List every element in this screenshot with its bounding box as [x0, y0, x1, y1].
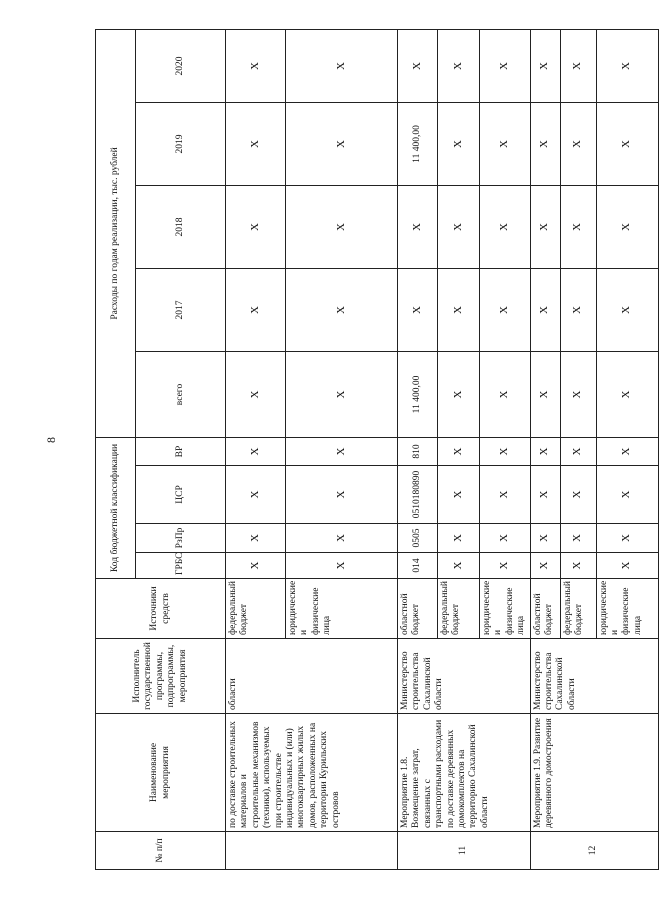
header-grbs: ГРБС — [136, 553, 226, 579]
row-name: Мероприятие 1.8. Возмещение затрат, связанных с транспортными расходами по доставке деревянных домокомплектов на территорию Сахалинской области — [398, 714, 531, 832]
row-source: федеральный бюджет — [226, 579, 286, 639]
cell-rzpr: X — [480, 524, 531, 553]
cell-rzpr: X — [560, 524, 596, 553]
row-source: областной бюджет — [398, 579, 438, 639]
cell-total: 11 400,00 — [398, 351, 438, 437]
cell-2019: X — [480, 102, 531, 185]
cell-vr: X — [480, 437, 531, 465]
row-source: областной бюджет — [530, 579, 560, 639]
page-number: 8 — [44, 437, 58, 443]
cell-csr: X — [438, 466, 480, 524]
header-csr: ЦСР — [136, 466, 226, 524]
cell-2020: X — [286, 29, 398, 102]
cell-2018: X — [596, 185, 658, 268]
row-source: федеральный бюджет — [560, 579, 596, 639]
cell-2018: X — [480, 185, 531, 268]
cell-2020: X — [596, 29, 658, 102]
header-vr: ВР — [136, 437, 226, 465]
cell-2020: X — [398, 29, 438, 102]
cell-total: X — [530, 351, 560, 437]
header-rzpr: РзПр — [136, 524, 226, 553]
row-name: Мероприятие 1.9. Развитие деревянного домостроения — [530, 714, 658, 832]
cell-2019: X — [560, 102, 596, 185]
row-source: юридические и физические лица — [480, 579, 531, 639]
cell-total: X — [438, 351, 480, 437]
cell-2018: X — [438, 185, 480, 268]
cell-2019: X — [530, 102, 560, 185]
table-row — [226, 29, 286, 869]
cell-grbs: X — [560, 553, 596, 579]
cell-2017: X — [560, 268, 596, 351]
header-num: № п/п — [96, 832, 226, 870]
cell-2019: X — [438, 102, 480, 185]
cell-total: X — [286, 351, 398, 437]
cell-2017: X — [226, 268, 286, 351]
header-code-group: Код бюджетной классификации — [96, 437, 136, 578]
cell-grbs: X — [596, 553, 658, 579]
header-2019: 2019 — [136, 102, 226, 185]
table-frame — [95, 30, 643, 870]
cell-vr: 810 — [398, 437, 438, 465]
cell-rzpr: X — [286, 524, 398, 553]
table-row — [530, 29, 560, 869]
cell-rzpr: X — [530, 524, 560, 553]
rotated-table-container — [95, 30, 643, 870]
cell-vr: X — [226, 437, 286, 465]
cell-rzpr: X — [438, 524, 480, 553]
row-source: юридические и физические лица — [596, 579, 658, 639]
cell-csr: X — [596, 466, 658, 524]
cell-2019: X — [226, 102, 286, 185]
table-row — [398, 29, 438, 869]
cell-2019: X — [596, 102, 658, 185]
cell-grbs: X — [530, 553, 560, 579]
row-name: по доставке строительных материалов и строительные механизмов (техники), используемых при строительстве индивидуальных и (или) многоквартирных жилых домов, расположенных на территории Курильских островов — [226, 714, 398, 832]
cell-2018: X — [286, 185, 398, 268]
cell-grbs: X — [286, 553, 398, 579]
cell-2019: 11 400,00 — [398, 102, 438, 185]
header-source: Источники средств — [96, 579, 226, 639]
cell-vr: X — [596, 437, 658, 465]
cell-2020: X — [530, 29, 560, 102]
cell-csr: 0510180890 — [398, 466, 438, 524]
cell-rzpr: X — [226, 524, 286, 553]
cell-total: X — [480, 351, 531, 437]
row-executor: Министерство строительства Сахалинской области — [398, 639, 531, 714]
row-executor: Министерство строительства Сахалинской области — [530, 639, 658, 714]
cell-csr: X — [530, 466, 560, 524]
row-source: юридические и физические лица — [286, 579, 398, 639]
cell-2017: X — [530, 268, 560, 351]
budget-table — [95, 29, 659, 870]
header-2017: 2017 — [136, 268, 226, 351]
cell-grbs: X — [226, 553, 286, 579]
cell-grbs: X — [438, 553, 480, 579]
cell-2018: X — [398, 185, 438, 268]
header-expenses-group: Расходы по годам реализации, тыс. рублей — [96, 29, 136, 437]
row-executor: области — [226, 639, 398, 714]
header-total: всего — [136, 351, 226, 437]
cell-total: X — [596, 351, 658, 437]
cell-2017: X — [286, 268, 398, 351]
row-source: федеральный бюджет — [438, 579, 480, 639]
row-num: 12 — [530, 832, 658, 870]
cell-csr: X — [480, 466, 531, 524]
cell-2017: X — [398, 268, 438, 351]
cell-2020: X — [226, 29, 286, 102]
cell-vr: X — [438, 437, 480, 465]
cell-2018: X — [560, 185, 596, 268]
cell-2018: X — [530, 185, 560, 268]
cell-csr: X — [226, 466, 286, 524]
cell-2017: X — [480, 268, 531, 351]
cell-csr: X — [286, 466, 398, 524]
cell-2017: X — [438, 268, 480, 351]
cell-vr: X — [530, 437, 560, 465]
row-num — [226, 832, 398, 870]
cell-grbs: X — [480, 553, 531, 579]
cell-total: X — [226, 351, 286, 437]
cell-2019: X — [286, 102, 398, 185]
cell-csr: X — [560, 466, 596, 524]
header-name: Наименование мероприятия — [96, 714, 226, 832]
cell-vr: X — [560, 437, 596, 465]
header-2020: 2020 — [136, 29, 226, 102]
cell-2017: X — [596, 268, 658, 351]
header-executor: Исполнитель государственной программы, подпрограммы, мероприятия — [96, 639, 226, 714]
cell-grbs: 014 — [398, 553, 438, 579]
cell-rzpr: 0505 — [398, 524, 438, 553]
cell-2018: X — [226, 185, 286, 268]
cell-total: X — [560, 351, 596, 437]
cell-2020: X — [560, 29, 596, 102]
cell-2020: X — [480, 29, 531, 102]
cell-rzpr: X — [596, 524, 658, 553]
row-num: 11 — [398, 832, 531, 870]
cell-vr: X — [286, 437, 398, 465]
header-2018: 2018 — [136, 185, 226, 268]
cell-2020: X — [438, 29, 480, 102]
